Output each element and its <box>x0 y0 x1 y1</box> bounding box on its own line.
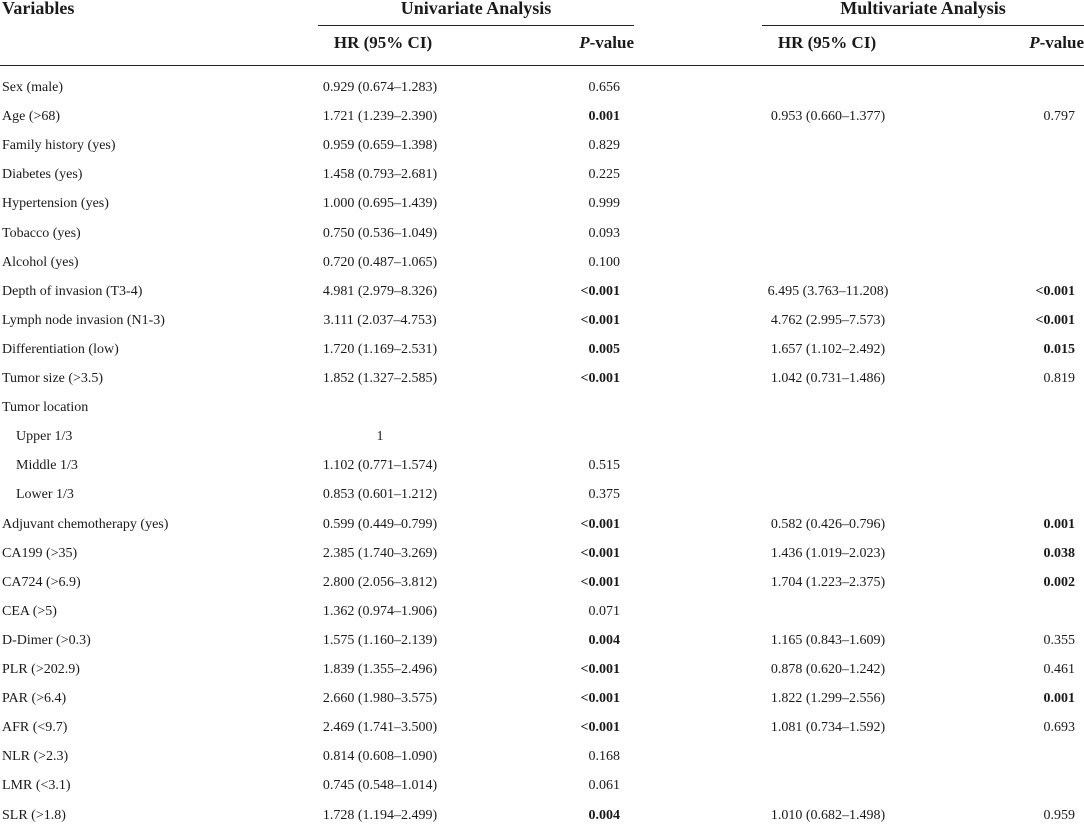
univariate-hr-cell: 1.000 (0.695–1.439) <box>322 196 438 212</box>
univariate-p-cell: 0.093 <box>588 225 620 241</box>
table-row <box>0 597 1084 626</box>
multivariate-p-cell: 0.015 <box>1043 341 1075 357</box>
variable-name: Tumor size (>3.5) <box>2 371 104 386</box>
variable-name: CA724 (>6.9) <box>2 574 81 590</box>
header-multivariate-hr: HR (95% CI) <box>777 33 877 52</box>
table-row <box>0 568 1084 597</box>
univariate-hr-cell: 2.800 (2.056–3.812) <box>322 574 438 590</box>
univariate-p-cell: <0.001 <box>580 516 620 532</box>
variable-name: Lower 1/3 <box>16 487 74 503</box>
univariate-hr-cell: 0.929 (0.674–1.283) <box>322 80 438 95</box>
variable-name: Tobacco (yes) <box>2 225 81 241</box>
univariate-hr-cell: 1.575 (1.160–2.139) <box>322 632 438 648</box>
variable-name: NLR (>2.3) <box>2 749 69 765</box>
multivariate-p-cell: 0.001 <box>1043 691 1075 707</box>
table-row <box>0 771 1084 800</box>
variable-name: Adjuvant chemotherapy (yes) <box>2 516 169 532</box>
multivariate-p-cell: 0.001 <box>1043 516 1075 532</box>
multivariate-p-cell: <0.001 <box>1035 312 1075 328</box>
univariate-p-cell: <0.001 <box>580 312 620 328</box>
univariate-hr-cell: 2.469 (1.741–3.500) <box>322 720 438 736</box>
variable-name: CA199 (>35) <box>2 545 78 561</box>
multivariate-p-cell: 0.819 <box>1043 371 1075 386</box>
univariate-hr-cell: 1.362 (0.974–1.906) <box>322 603 438 619</box>
table-row <box>0 306 1084 335</box>
univariate-p-cell: <0.001 <box>580 720 620 736</box>
table-row <box>0 102 1084 131</box>
table-row <box>0 160 1084 189</box>
univariate-p-cell: <0.001 <box>580 691 620 707</box>
multivariate-hr-cell: 4.762 (2.995–7.573) <box>770 312 886 328</box>
table-row <box>0 277 1084 306</box>
header-variables: Variables <box>2 0 75 18</box>
variable-name: PLR (>202.9) <box>2 662 80 677</box>
univariate-p-cell: 0.168 <box>588 749 620 765</box>
univariate-p-cell: <0.001 <box>580 574 620 590</box>
multivariate-hr-cell: 1.010 (0.682–1.498) <box>770 807 886 823</box>
variable-name: SLR (>1.8) <box>2 807 66 823</box>
header-univariate: Univariate Analysis <box>400 0 552 18</box>
univariate-hr-cell: 1.721 (1.239–2.390) <box>322 109 438 125</box>
multivariate-underline <box>762 25 1084 26</box>
table-row <box>0 335 1084 364</box>
univariate-hr-cell: 0.959 (0.659–1.398) <box>322 138 438 154</box>
univariate-p-cell: 0.515 <box>588 458 620 474</box>
variable-name: CEA (>5) <box>2 603 57 619</box>
table-row <box>0 248 1084 277</box>
table-row <box>0 801 1084 830</box>
variable-name: Diabetes (yes) <box>2 167 83 183</box>
univariate-p-cell: <0.001 <box>580 283 620 299</box>
univariate-p-cell: 0.225 <box>588 167 620 183</box>
variable-name: PAR (>6.4) <box>2 691 67 707</box>
table-row <box>0 539 1084 568</box>
univariate-p-cell: 0.004 <box>588 807 620 823</box>
univariate-p-cell: 0.375 <box>588 487 620 503</box>
univariate-hr-cell: 1.102 (0.771–1.574) <box>322 458 438 474</box>
table-row <box>0 189 1084 218</box>
table-row <box>0 684 1084 713</box>
header-univariate-hr: HR (95% CI) <box>333 33 433 52</box>
univariate-hr-cell: 1.458 (0.793–2.681) <box>322 167 438 183</box>
table-row <box>0 422 1084 451</box>
multivariate-p-cell: 0.461 <box>1043 662 1075 677</box>
table-row <box>0 510 1084 539</box>
table-row <box>0 655 1084 684</box>
univariate-hr-cell: 1.728 (1.194–2.499) <box>322 807 438 823</box>
univariate-hr-cell: 1.839 (1.355–2.496) <box>322 662 438 677</box>
variable-name: Middle 1/3 <box>16 458 78 474</box>
multivariate-p-cell: 0.355 <box>1043 632 1075 648</box>
table-row <box>0 219 1084 248</box>
variable-name: Age (>68) <box>2 109 61 125</box>
multivariate-p-cell: 0.959 <box>1043 807 1075 823</box>
multivariate-hr-cell: 1.081 (0.734–1.592) <box>770 720 886 736</box>
variable-name: D-Dimer (>0.3) <box>2 632 91 648</box>
variable-name: AFR (<9.7) <box>2 720 68 736</box>
univariate-p-cell: 0.071 <box>588 603 620 619</box>
variable-name: Depth of invasion (T3-4) <box>2 283 143 299</box>
header-multivariate-p: P-value <box>1029 33 1084 52</box>
multivariate-hr-cell: 0.953 (0.660–1.377) <box>770 109 886 125</box>
multivariate-hr-cell: 1.042 (0.731–1.486) <box>770 371 886 386</box>
header-bottom-rule <box>0 65 1084 66</box>
multivariate-hr-cell: 0.878 (0.620–1.242) <box>770 662 886 677</box>
multivariate-p-cell: 0.797 <box>1043 109 1075 125</box>
multivariate-p-cell: 0.693 <box>1043 720 1075 736</box>
univariate-p-cell: 0.829 <box>588 138 620 154</box>
table-row <box>0 480 1084 509</box>
variable-name: Lymph node invasion (N1-3) <box>2 312 165 328</box>
univariate-hr-cell: 0.599 (0.449–0.799) <box>322 516 438 532</box>
variable-name: Sex (male) <box>2 80 64 95</box>
variable-name: Alcohol (yes) <box>2 254 79 270</box>
univariate-hr-cell: 1 <box>376 429 384 445</box>
table-row <box>0 131 1084 160</box>
multivariate-hr-cell: 6.495 (3.763–11.208) <box>767 283 889 299</box>
table-row <box>0 393 1084 422</box>
univariate-hr-cell: 0.814 (0.608–1.090) <box>322 749 438 765</box>
univariate-hr-cell: 4.981 (2.979–8.326) <box>322 283 438 299</box>
variable-name: LMR (<3.1) <box>2 778 71 794</box>
variable-name: Family history (yes) <box>2 138 116 154</box>
multivariate-hr-cell: 1.657 (1.102–2.492) <box>770 341 886 357</box>
table-row <box>0 364 1084 393</box>
univariate-hr-cell: 2.660 (1.980–3.575) <box>322 691 438 707</box>
univariate-p-cell: 0.061 <box>588 778 620 794</box>
univariate-p-cell: 0.656 <box>588 80 620 95</box>
multivariate-hr-cell: 0.582 (0.426–0.796) <box>770 516 886 532</box>
univariate-hr-cell: 0.720 (0.487–1.065) <box>322 254 438 270</box>
univariate-hr-cell: 0.750 (0.536–1.049) <box>322 225 438 241</box>
multivariate-hr-cell: 1.165 (0.843–1.609) <box>770 632 886 648</box>
variable-name: Differentiation (low) <box>2 341 119 357</box>
univariate-p-cell: 0.100 <box>588 254 620 270</box>
univariate-p-cell: <0.001 <box>580 662 620 677</box>
table-row <box>0 742 1084 771</box>
univariate-hr-cell: 1.720 (1.169–2.531) <box>322 341 438 357</box>
univariate-hr-cell: 1.852 (1.327–2.585) <box>322 371 438 386</box>
univariate-p-cell: 0.999 <box>588 196 620 212</box>
table-row <box>0 73 1084 102</box>
univariate-hr-cell: 3.111 (2.037–4.753) <box>323 312 437 328</box>
univariate-p-cell: <0.001 <box>580 371 620 386</box>
univariate-p-cell: 0.001 <box>588 109 620 125</box>
multivariate-hr-cell: 1.704 (1.223–2.375) <box>770 574 886 590</box>
variable-name: Hypertension (yes) <box>2 196 109 212</box>
univariate-hr-cell: 0.853 (0.601–1.212) <box>322 487 438 503</box>
multivariate-p-cell: <0.001 <box>1035 283 1075 299</box>
univariate-p-cell: 0.005 <box>588 341 620 357</box>
univariate-p-cell: <0.001 <box>580 545 620 561</box>
multivariate-hr-cell: 1.822 (1.299–2.556) <box>770 691 886 707</box>
univariate-hr-cell: 2.385 (1.740–3.269) <box>322 545 438 561</box>
header-multivariate: Multivariate Analysis <box>840 0 1006 18</box>
table-row <box>0 713 1084 742</box>
univariate-p-cell: 0.004 <box>588 632 620 648</box>
univariate-hr-cell: 0.745 (0.548–1.014) <box>322 778 438 794</box>
header-univariate-p: P-value <box>579 33 634 52</box>
univariate-underline <box>318 25 634 26</box>
table-row <box>0 451 1084 480</box>
table-row <box>0 626 1084 655</box>
multivariate-p-cell: 0.002 <box>1043 574 1075 590</box>
multivariate-hr-cell: 1.436 (1.019–2.023) <box>770 545 886 561</box>
variable-name: Upper 1/3 <box>16 429 73 445</box>
variable-name: Tumor location <box>2 400 89 416</box>
multivariate-p-cell: 0.038 <box>1043 545 1075 561</box>
